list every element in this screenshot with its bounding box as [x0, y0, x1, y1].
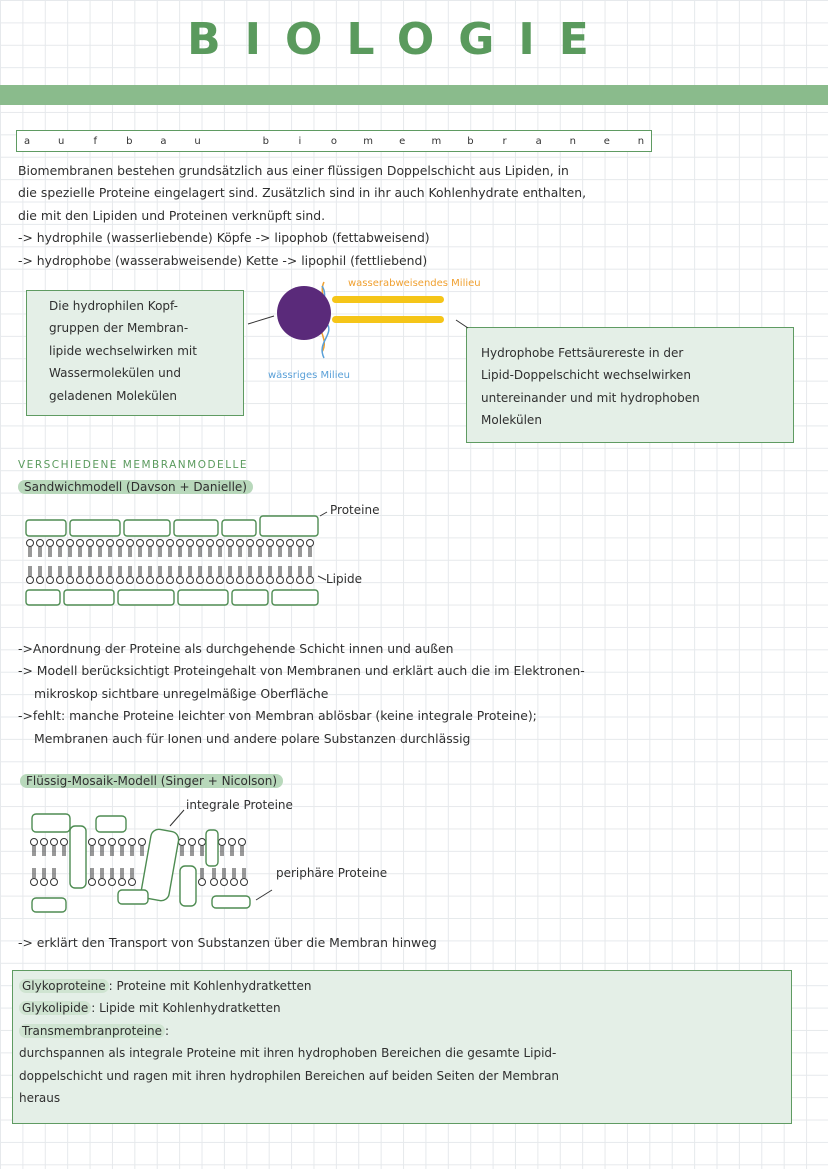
peripheral-protein	[32, 814, 70, 832]
hydrophobic-note	[466, 327, 794, 443]
hydrophilic-head	[277, 286, 331, 340]
section-heading-aufbau: a u f b a u b i o m e m b r a n e n	[16, 130, 652, 152]
sandwich-model-diagram	[22, 510, 332, 610]
protein-layer-block	[174, 520, 218, 536]
glossary-entry	[19, 1020, 791, 1042]
lipid-tails-bottom	[29, 566, 311, 576]
intro-line: Biomembranen bestehen grundsätzlich aus einer flüssigen Doppelschicht aus Lipiden, in	[18, 163, 569, 178]
fatty-acid-tail	[332, 296, 444, 303]
lipid-bilayer	[27, 540, 314, 584]
sandwich-model-title: Sandwichmodell (Davson + Danielle)	[18, 480, 253, 494]
title-band	[0, 85, 828, 105]
pointer-line	[248, 316, 274, 324]
note-line: Die hydrophilen Kopf-	[49, 299, 178, 313]
label-proteine: Proteine	[330, 503, 380, 517]
glossary-term: Transmembranproteine	[19, 1024, 165, 1038]
note-line: mikroskop sichtbare unregelmäßige Oberfläche	[34, 685, 329, 701]
note-line: geladenen Molekülen	[49, 388, 178, 403]
note-line: -> Modell berücksichtigt Proteingehalt von Membranen und erklärt auch die im Elektronen-	[18, 663, 585, 679]
integral-protein	[180, 866, 196, 906]
protein-layer-block	[260, 516, 318, 536]
label-integral-proteins: integrale Proteine	[186, 798, 293, 812]
peripheral-protein	[32, 898, 66, 912]
protein-layer-block	[272, 590, 318, 605]
label-peripheral-proteins: periphäre Proteine	[276, 866, 388, 880]
glossary-term: Glykolipide	[19, 1001, 91, 1015]
peripheral-protein	[96, 816, 126, 832]
protein-layer-block	[124, 520, 170, 536]
glossary-definition-line: durchspannen als integrale Proteine mit ihren hydrophoben Bereichen die gesamte Lipid-	[19, 1046, 557, 1061]
note-line: ->fehlt: manche Proteine leichter von Membran ablösbar (keine integrale Proteine);	[18, 708, 537, 724]
label-hydrophobic-milieu: wasserabweisendes Milieu	[348, 278, 481, 289]
pointer-line	[170, 810, 184, 826]
glossary-definition-line: doppelschicht und ragen mit ihren hydrophilen Bereichen auf beiden Seiten der Membran	[19, 1068, 560, 1083]
lipid-row-top	[27, 540, 314, 547]
note-line: untereinander und mit hydrophoben	[481, 390, 700, 405]
note-line: Hydrophobe Fettsäurereste in der	[481, 346, 684, 360]
peripheral-protein	[118, 890, 148, 904]
note-line: lipide wechselwirken mit	[49, 343, 197, 358]
models-heading: VERSCHIEDENE MEMBRANMODELLE	[18, 459, 249, 471]
protein-layer-block	[26, 520, 66, 536]
mosaic-note: -> erklärt den Transport von Substanzen über die Membran hinweg	[18, 935, 437, 950]
integral-protein	[70, 826, 86, 888]
protein-layer-block	[26, 590, 60, 605]
glossary-definition: : Lipide mit Kohlenhydratketten	[91, 1001, 281, 1016]
glossary-definition: : Proteine mit Kohlenhydratketten	[108, 979, 312, 993]
intro-text	[18, 160, 586, 272]
protein-layer-block	[118, 590, 174, 605]
glossary-colon: :	[165, 1023, 170, 1038]
sandwich-notes	[18, 638, 585, 750]
mosaic-model-title: Flüssig-Mosaik-Modell (Singer + Nicolson)	[20, 774, 283, 788]
intro-line: die spezielle Proteine eingelagert sind. Zusätzlich sind in ihr auch Kohlenhydrate enthalten,	[18, 185, 587, 201]
page-title: BIOLOGIE	[187, 14, 613, 65]
peripheral-protein	[212, 896, 250, 908]
intro-line: -> hydrophobe (wasserabweisende) Kette -> lipophil (fettliebend)	[18, 252, 428, 268]
note-line: Lipid-Doppelschicht wechselwirken	[481, 368, 691, 383]
intro-line: die mit den Lipiden und Proteinen verknüpft sind.	[18, 207, 326, 223]
glossary-box	[12, 970, 792, 1124]
protein-layer-block	[232, 590, 268, 605]
label-lipide: Lipide	[326, 572, 362, 586]
pointer-line	[256, 890, 272, 900]
pointer-line	[320, 512, 327, 516]
label-aqueous-milieu: wässriges Milieu	[268, 370, 350, 381]
integral-protein	[206, 830, 218, 866]
protein-layer-block	[222, 520, 256, 536]
protein-layer-block	[64, 590, 114, 605]
hydrophilic-note	[26, 290, 244, 416]
protein-layer-block	[70, 520, 120, 536]
fluid-mosaic-diagram	[26, 808, 286, 918]
note-line: Wassermolekülen und	[49, 366, 181, 381]
glossary-entry	[19, 975, 791, 997]
lipid-row-bottom	[27, 577, 314, 584]
intro-line: -> hydrophile (wasserliebende) Köpfe -> lipophob (fettabweisend)	[18, 230, 430, 246]
pointer-line	[318, 576, 326, 580]
pointer-line	[456, 320, 468, 328]
glossary-term: Glykoproteine	[19, 979, 109, 993]
protein-layer-block	[178, 590, 228, 605]
fatty-acid-tail	[332, 316, 444, 323]
glossary-definition-line: heraus	[19, 1091, 61, 1106]
lipid-tails-top	[29, 547, 311, 557]
glossary-entry	[19, 997, 791, 1019]
note-line: gruppen der Membran-	[49, 321, 189, 336]
note-line: ->Anordnung der Proteine als durchgehende Schicht innen und außen	[18, 641, 454, 656]
note-line: Membranen auch für Ionen und andere polare Substanzen durchlässig	[34, 730, 471, 746]
note-line: Molekülen	[481, 413, 542, 428]
